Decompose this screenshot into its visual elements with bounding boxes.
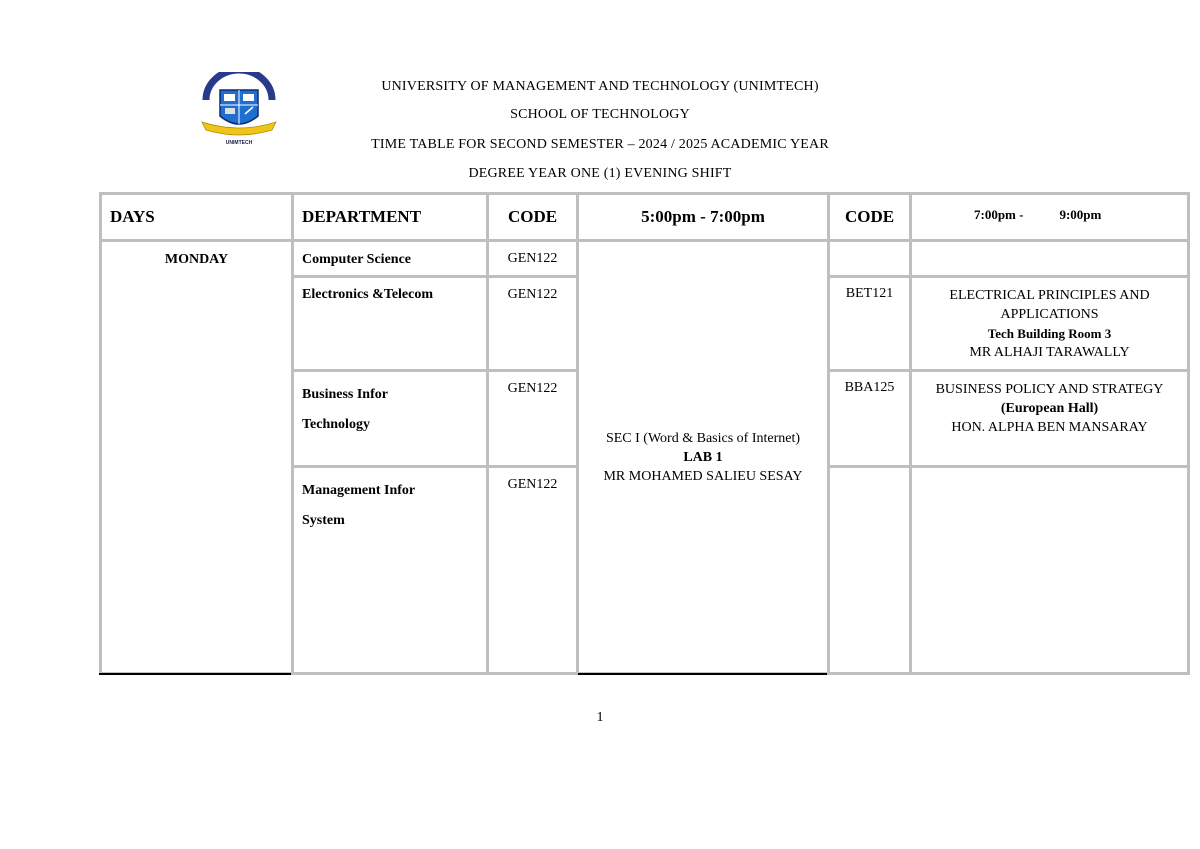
slot1-course: SEC I (Word & Basics of Internet) [605,430,801,446]
course-venue: Tech Building Room 3 [987,326,1112,341]
header-row [102,195,1187,239]
course-lecturer: MR ALHAJI TARAWALLY [969,345,1130,360]
col-slot1: 5:00pm - 7:00pm [579,195,827,239]
code-cell: GEN122 [489,468,576,672]
university-title: UNIVERSITY OF MANAGEMENT AND TECHNOLOGY (UNIMTECH) [381,79,819,94]
code2-cell [830,242,909,275]
slot1-lecturer: MR MOHAMED SALIEU SESAY [603,468,803,484]
code2-cell [830,468,909,672]
day-cell: MONDAY [102,242,291,672]
course-cell [912,372,1187,465]
department-line1: Business Infor [302,387,388,402]
slot1-venue: LAB 1 [683,449,723,465]
code-cell: GEN122 [489,278,576,369]
course-lecturer: HON. ALPHA BEN MANSARAY [951,420,1148,435]
timetable [99,192,1190,675]
school-title: SCHOOL OF TECHNOLOGY [510,107,690,122]
bottom-rule-slot1 [578,673,827,675]
slot1-session [579,242,827,672]
unimtech-logo [196,72,282,146]
code2-cell: BBA125 [830,372,909,465]
page-number: 1 [596,710,604,725]
col-days: DAYS [102,195,291,239]
code-cell: GEN122 [489,372,576,465]
timetable-title: TIME TABLE FOR SECOND SEMESTER – 2024 / 2025 ACADEMIC YEAR [371,137,829,152]
course-cell [912,242,1187,275]
department-cell [294,468,486,672]
col-department: DEPARTMENT [294,195,486,239]
department-line1: Management Infor [302,483,416,498]
col-slot2 [912,195,1187,239]
department-line2: Technology [302,417,370,432]
department-cell: Electronics &Telecom [294,278,486,369]
degree-title: DEGREE YEAR ONE (1) EVENING SHIFT [468,166,732,181]
department-cell [294,372,486,465]
code2-cell: BET121 [830,278,909,369]
code-cell: GEN122 [489,242,576,275]
bottom-rule-left [99,673,291,675]
course-cell [912,278,1187,369]
table-row [102,242,1187,275]
course-cell [912,468,1187,672]
svg-text:UNIMTECH: UNIMTECH [225,140,253,146]
slot2-end: 9:00pm [1059,207,1102,222]
col-code: CODE [489,195,576,239]
slot2-start: 7:00pm - [974,207,1024,222]
department-line2: System [302,513,345,528]
col-code2: CODE [830,195,909,239]
course-title: ELECTRICAL PRINCIPLES AND APPLICATIONS [949,288,1150,322]
course-venue: (European Hall) [1000,401,1099,416]
department-cell: Computer Science [294,242,486,275]
course-title: BUSINESS POLICY AND STRATEGY [935,382,1164,397]
